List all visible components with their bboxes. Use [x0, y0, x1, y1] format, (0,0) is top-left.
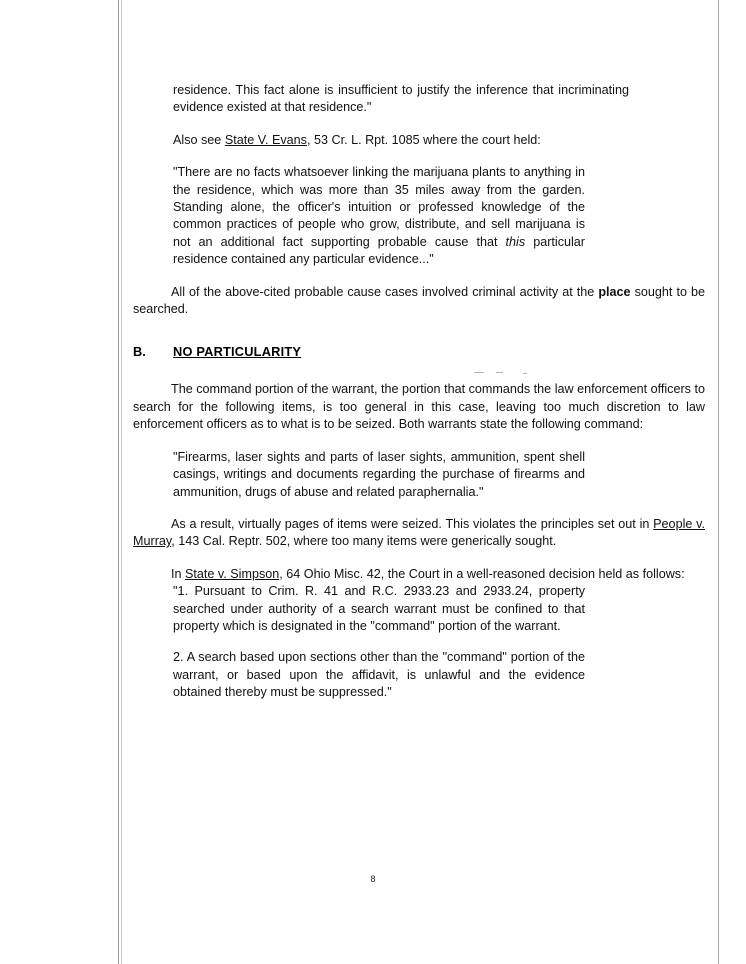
paragraph-also-see — [173, 132, 629, 149]
text-above-cited-part2: sought to be searched. — [133, 284, 705, 317]
margin-rule-left-inner — [121, 0, 122, 964]
text-simpson-prefix: In — [171, 566, 186, 581]
text-above-cited-part1: All of the above-cited probable cause cases involved criminal activity at the — [171, 284, 599, 299]
case-citation-people-v-murray: People v. Murray — [133, 516, 705, 549]
blockquote-simpson-holding-2: 2. A search based upon sections other than the "command" portion of the warrant, or based upon the affidavit, is unlawful and the evidence obtained thereby must be suppressed." — [173, 650, 585, 700]
text-as-a-result-part1: As a result, virtually pages of items were seized. This violates the principles set out in — [171, 516, 654, 531]
emphasis-this: this — [505, 234, 526, 249]
blockquote-evans-part1: "There are no facts whatsoever linking the marijuana plants to anything in the residence, which was more than 35 miles away from the garden. Standing alone, the officer's intuition or professed knowledge of the common practices of people who grow, distribute, and sell marijuana is not an additional fact supporting probable cause that — [173, 165, 585, 249]
blockquote-warrant-command: "Firearms, laser sights and parts of laser sights, ammunition, spent shell casings, writings and documents regarding the purchase of firearms and ammunition, drugs of abuse and related paraphernalia." — [173, 449, 585, 499]
section-title: NO PARTICULARITY — [173, 344, 302, 360]
text-as-a-result-part2: , 143 Cal. Reptr. 502, where too many items were generically sought. — [171, 534, 557, 549]
section-letter: B. — [133, 344, 146, 360]
blockquote-simpson-holding-1: "1. Pursuant to Crim. R. 41 and R.C. 2933.23 and 2933.24, property searched under authority of a search warrant must be confined to that property which is designated in the "command" portion of the warrant. — [173, 584, 585, 633]
text-simpson-suffix: , 64 Ohio Misc. 42, the Court in a well-reasoned decision held as follows: — [279, 566, 685, 581]
margin-rule-right — [718, 0, 719, 964]
text-also-see-prefix: Also see — [173, 132, 225, 147]
paragraph-as-a-result — [133, 516, 705, 551]
case-citation-state-v-simpson: State v. Simpson — [185, 566, 280, 581]
section-heading-no-particularity — [133, 344, 705, 359]
blockquote-evans — [173, 164, 585, 268]
paragraph-state-v-simpson-intro — [133, 566, 705, 583]
case-citation-state-v-evans: State V. Evans — [224, 132, 307, 147]
paragraph-command-portion: The command portion of the warrant, the portion that commands the law enforcement officers to search for the following items, is too general in this case, leaving too much discretion to law enforcement officers as to what is to be seized. Both warrants state the following command: — [133, 382, 705, 432]
text-also-see-suffix: , 53 Cr. L. Rpt. 1085 where the court held: — [306, 132, 541, 147]
margin-rule-left-outer — [118, 0, 119, 964]
emphasis-place: place — [598, 284, 631, 299]
paragraph-above-cited-cases — [133, 284, 705, 319]
paragraph-continued-quote: residence. This fact alone is insufficient to justify the inference that incriminating evidence existed at that residence." — [173, 83, 629, 115]
page-number: 8 — [370, 874, 376, 884]
blockquote-evans-part2: particular residence contained any particular evidence..." — [173, 234, 585, 267]
document-body — [133, 82, 705, 702]
